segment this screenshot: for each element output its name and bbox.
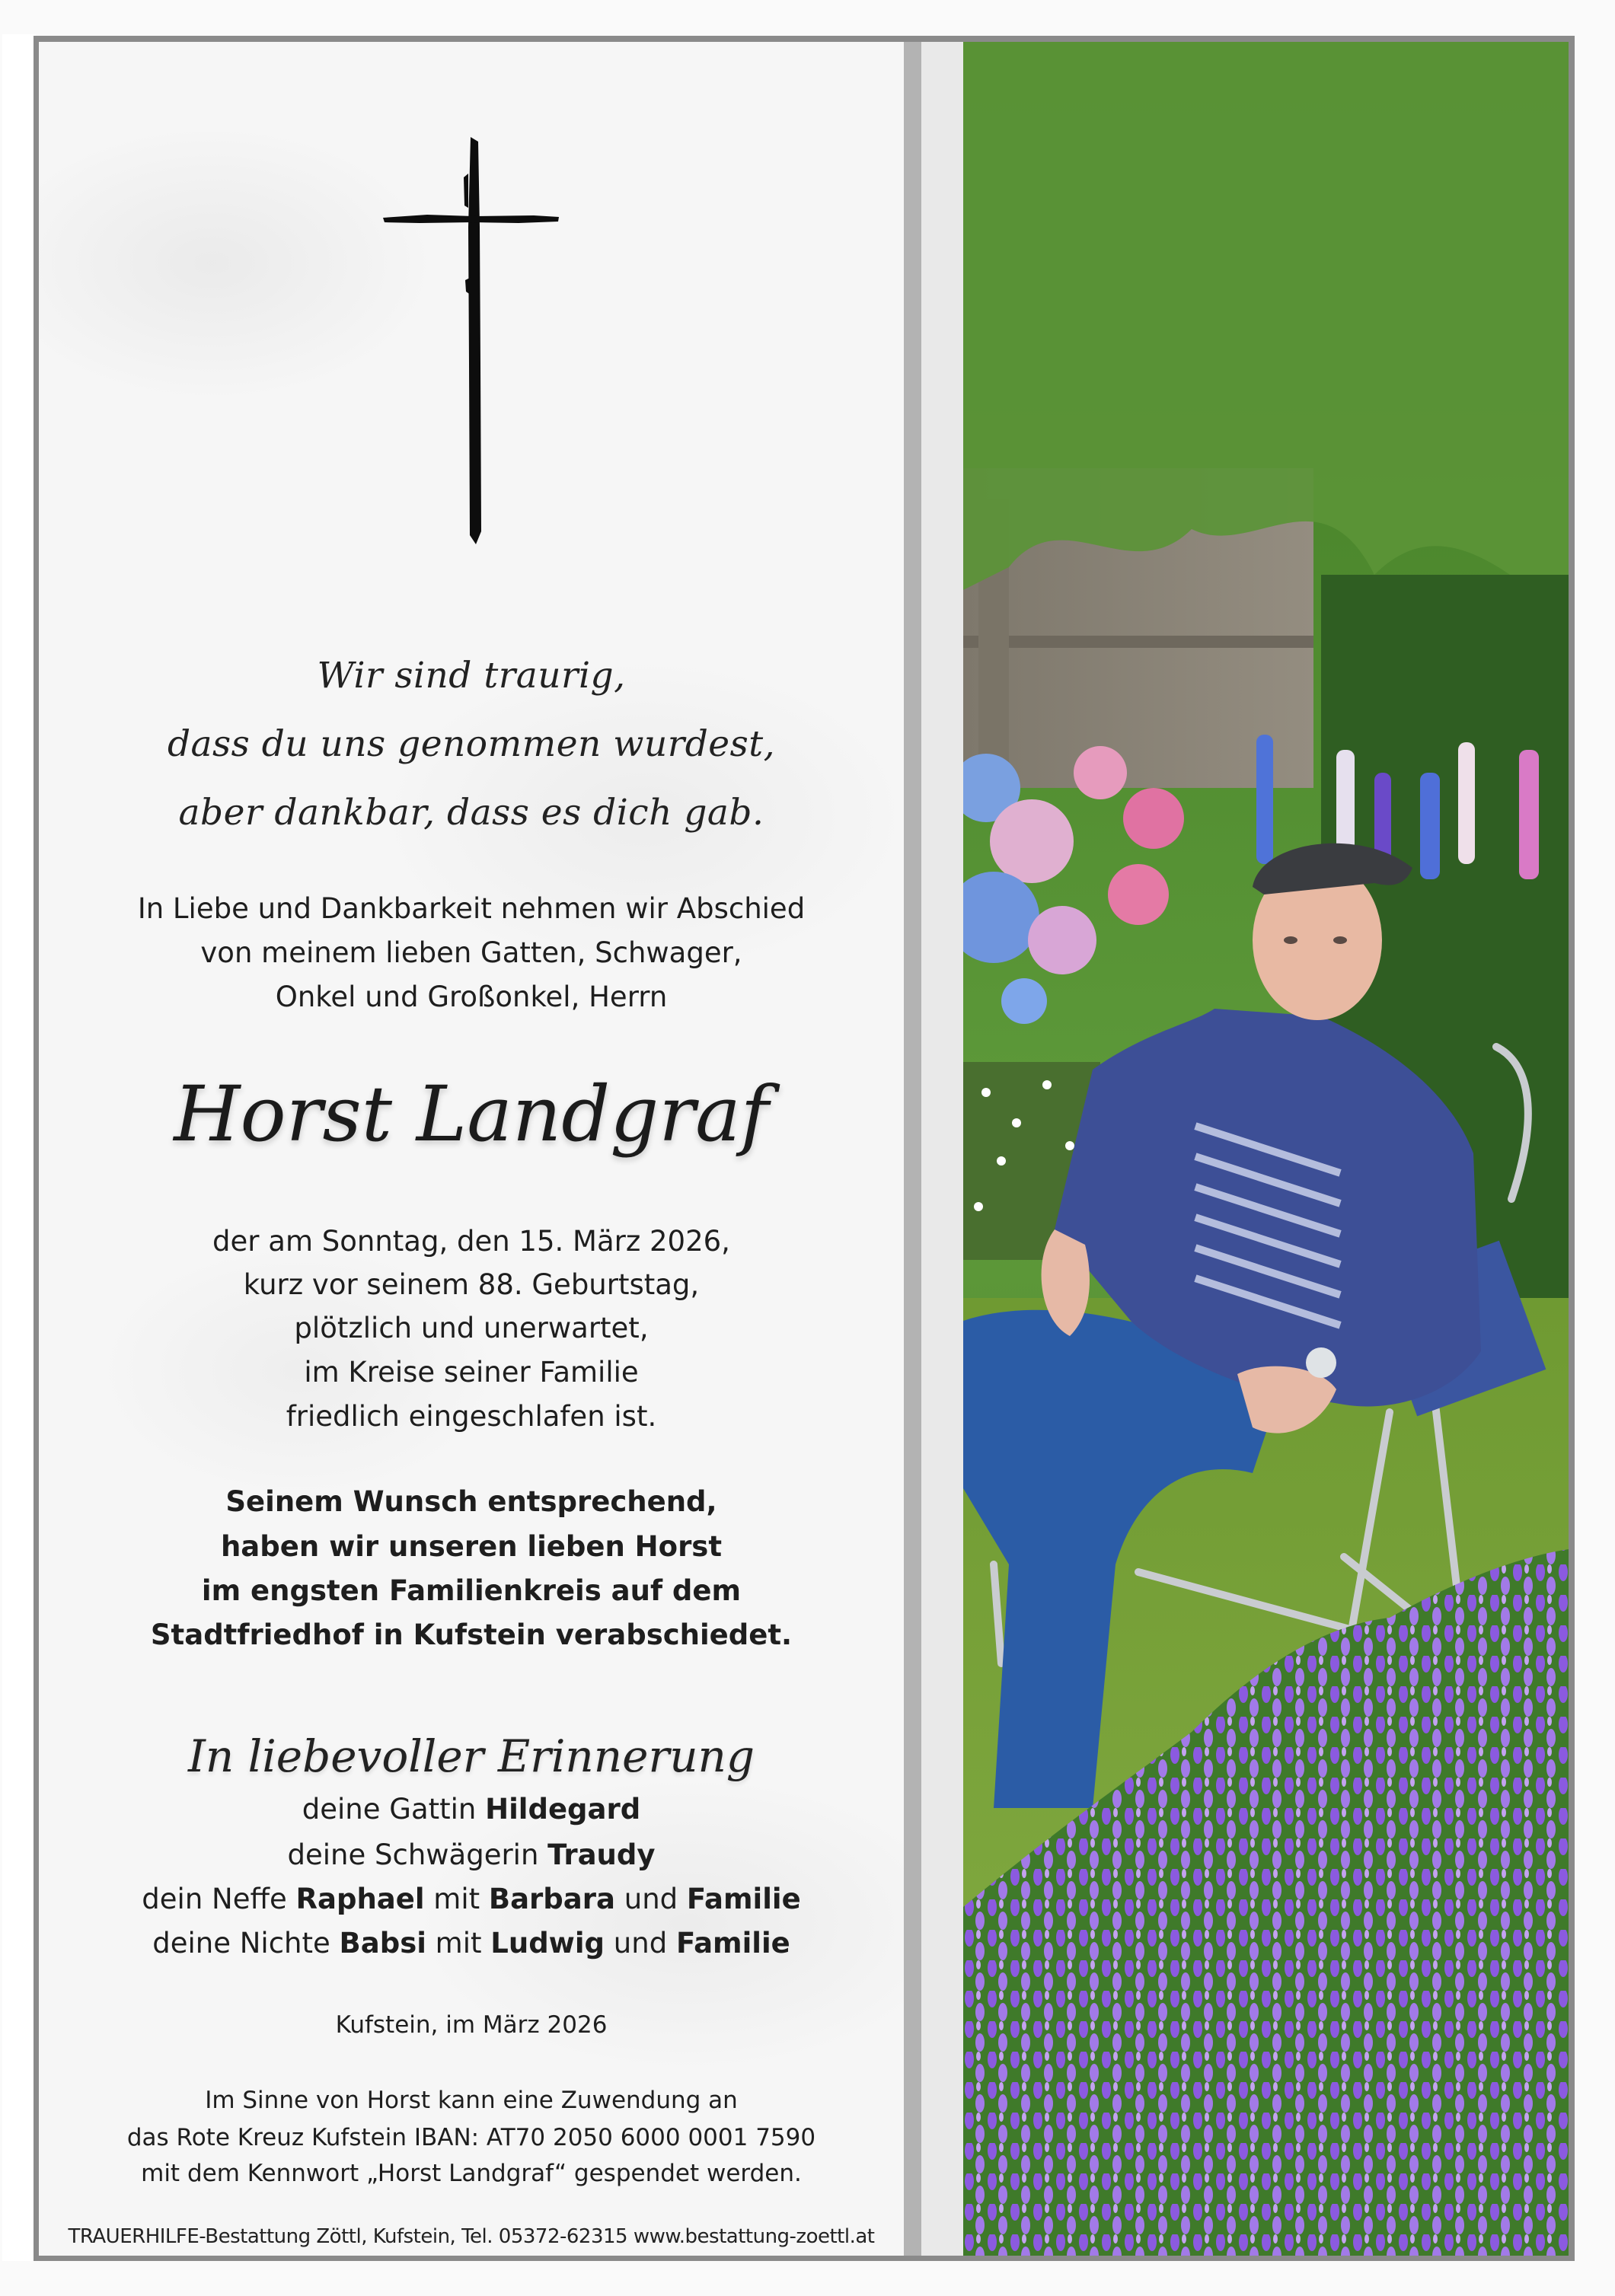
mourner-name: Traudy bbox=[547, 1838, 656, 1871]
mourner-relation: mit bbox=[424, 1883, 489, 1915]
mourner-name: Hildegard bbox=[485, 1793, 641, 1826]
deceased-name: Horst Landgraf bbox=[174, 1070, 769, 1159]
intro-line-1: In Liebe und Dankbarkeit nehmen wir Abschied bbox=[137, 892, 806, 925]
death-detail-line-4: im Kreise seiner Familie bbox=[304, 1356, 639, 1389]
donation-line-3: mit dem Kennwort „Horst Landgraf“ gespendet werden. bbox=[141, 2160, 802, 2187]
obituary-text-panel bbox=[39, 42, 904, 2256]
funeral-note-line-1: Seinem Wunsch entsprechend, bbox=[225, 1485, 717, 1518]
portrait-photo bbox=[963, 42, 1569, 2256]
cross-icon bbox=[381, 136, 564, 547]
funeral-home-footer: TRAUERHILFE-Bestattung Zöttl, Kufstein, Tel. 05372-62315 www.bestattung-zoettl.at bbox=[68, 2225, 875, 2248]
funeral-note-line-2: haben wir unseren lieben Horst bbox=[220, 1530, 723, 1563]
page-margin bbox=[2, 34, 36, 2261]
funeral-note-line-4: Stadtfriedhof in Kufstein verabschiedet. bbox=[150, 1618, 793, 1651]
garden-portrait-image bbox=[963, 42, 1569, 2256]
mourner-line-3 bbox=[39, 1883, 904, 1915]
death-detail-line-5: friedlich eingeschlafen ist. bbox=[286, 1400, 657, 1433]
mourner-name: Raphael bbox=[295, 1883, 425, 1915]
intro-line-3: Onkel und Großonkel, Herrn bbox=[275, 981, 668, 1013]
separator-dark bbox=[904, 42, 921, 2256]
mourner-relation: deine Nichte bbox=[152, 1927, 340, 1960]
death-detail-line-2: kurz vor seinem 88. Geburtstag, bbox=[243, 1268, 700, 1301]
mourner-name: Barbara bbox=[488, 1883, 615, 1915]
mourner-line-2 bbox=[39, 1838, 904, 1871]
mourner-relation: und bbox=[605, 1927, 676, 1960]
donation-line-2: das Rote Kreuz Kufstein IBAN: AT70 2050 6000 0001 7590 bbox=[126, 2124, 816, 2151]
mourner-relation: und bbox=[614, 1883, 687, 1915]
funeral-note-line-3: im engsten Familienkreis auf dem bbox=[201, 1574, 742, 1607]
mourner-name: Familie bbox=[686, 1883, 801, 1915]
separator-light bbox=[921, 42, 963, 2256]
mourner-name: Ludwig bbox=[490, 1927, 605, 1960]
mourner-relation: deine Schwägerin bbox=[287, 1838, 548, 1871]
poem-line-2: dass du uns genommen wurdest, bbox=[167, 723, 776, 765]
place-date: Kufstein, im März 2026 bbox=[335, 2011, 608, 2039]
mourner-relation: deine Gattin bbox=[302, 1793, 486, 1826]
death-detail-line-1: der am Sonntag, den 15. März 2026, bbox=[212, 1225, 730, 1258]
donation-line-1: Im Sinne von Horst kann eine Zuwendung an bbox=[205, 2087, 738, 2114]
poem-line-1: Wir sind traurig, bbox=[317, 655, 626, 697]
death-detail-line-3: plötzlich und unerwartet, bbox=[294, 1312, 649, 1344]
mourner-name: Babsi bbox=[339, 1927, 426, 1960]
poem-line-3: aber dankbar, dass es dich gab. bbox=[178, 792, 764, 834]
intro-line-2: von meinem lieben Gatten, Schwager, bbox=[200, 936, 742, 969]
memory-heading: In liebevoller Erinnerung bbox=[187, 1730, 755, 1782]
mourner-relation: dein Neffe bbox=[142, 1883, 296, 1915]
mourner-name: Familie bbox=[675, 1927, 790, 1960]
mourner-line-1 bbox=[39, 1793, 904, 1826]
mourner-relation: mit bbox=[426, 1927, 491, 1960]
mourner-line-4 bbox=[39, 1927, 904, 1960]
